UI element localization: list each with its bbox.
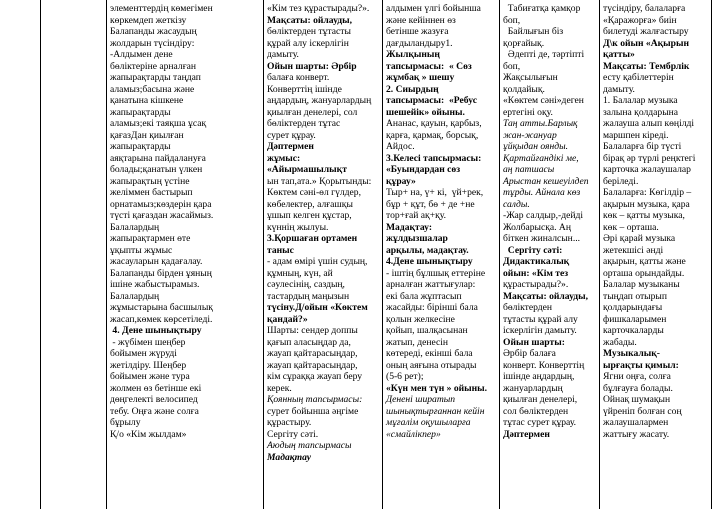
text-line: 3.Қоршаған ортамен <box>267 233 358 244</box>
text-line: жалауша алып көңілді <box>603 118 695 129</box>
text-line: «Буындардан сөз <box>386 164 461 175</box>
text-line: таныс <box>267 244 294 256</box>
text-line: элементтердің көмегімен <box>110 3 213 14</box>
text-line: бойымен жүруді <box>110 348 177 359</box>
text-line: Ананас, қауын, қарбыз, <box>386 118 482 129</box>
text-line: фишкаларымен <box>603 313 667 325</box>
text-line: бөліктеріне арналған <box>110 60 197 72</box>
text-line: Шарты: сендер доппы <box>267 325 358 336</box>
text-line: Жылқының <box>386 49 440 60</box>
text-line: 2. Сиырдың <box>386 83 439 95</box>
text-line: жолмен өз бетінше екі <box>110 382 202 394</box>
text-line: боп, <box>503 14 521 26</box>
text-line: жасап,көмек көрсетіледі. <box>110 313 213 325</box>
text-line: алдымен үлгі бойынша <box>386 3 481 14</box>
text-line: құрастыру. <box>267 417 312 428</box>
text-line: - адам өмірі үшін судың, <box>267 256 368 267</box>
text-line: жасайды: біріншi бала <box>386 302 478 313</box>
text-line: желіммен бастырып <box>110 187 193 198</box>
text-line: көбелектер, алғашқы <box>267 198 353 210</box>
lesson-plan-table <box>40 0 712 509</box>
text-line: дөңгелекті велосипед <box>110 394 198 405</box>
text-line: Балаларға: Көгілдір – <box>603 187 692 198</box>
text-line: біткен жиналсын... <box>503 233 581 244</box>
text-line: және кейіннен өз <box>386 14 456 26</box>
text-line: қанатына кішкене <box>110 95 184 106</box>
text-line: ақырын музыка, қара <box>603 198 690 210</box>
text-line: Әрі қарай музыка <box>603 233 676 244</box>
text-line: екі бала жұптасып <box>386 290 462 302</box>
text-line: күннің жылуы. <box>267 221 329 233</box>
text-line: қиылған денелері, <box>503 394 578 405</box>
text-line: жаттығу жасату. <box>603 428 670 440</box>
text-line: «смайлікпер» <box>386 428 441 440</box>
text-line: салды. <box>503 198 530 210</box>
text-line: сәулесінің, саздың, <box>267 279 345 290</box>
text-line: ырғақты қимыл: <box>603 359 679 371</box>
text-line: жапырақтарды <box>110 106 171 118</box>
text-line: жетекшісі әнді <box>603 244 664 256</box>
text-line: шешейік» ойыны. <box>386 106 465 118</box>
text-line: орнатамыз;көздерін қара <box>110 198 212 210</box>
text-line: жапырақтарды таңдап <box>110 72 201 83</box>
text-line: Арыстан кешеуілдеп <box>503 175 589 187</box>
text-line: залына қолдарына <box>603 106 679 118</box>
text-line: 4. Дене шынықтыру <box>110 325 202 336</box>
text-line: сурет құрау. <box>267 129 316 141</box>
text-line: билетуді жалғастыру <box>603 26 689 37</box>
text-line: дамыту. <box>603 83 635 95</box>
text-line: жануарлардың <box>503 382 563 394</box>
text-line: балаға конверт. <box>267 72 330 83</box>
text-line: арқылы, мадақтау. <box>386 244 469 256</box>
text-line: Әдепті де, тәртіпті <box>503 49 585 60</box>
text-line: «Кім тез құрастырады?». <box>267 3 370 14</box>
text-line: Балалар музыканы <box>603 279 680 290</box>
column-4 <box>500 0 599 509</box>
text-line: қағазДан қиылған <box>110 129 184 141</box>
text-line: қойып, шалқасынан <box>386 325 468 336</box>
text-line: 3.Келесі тапсырмасы: <box>386 152 482 164</box>
text-line: түсіндіру, балаларға <box>603 3 686 14</box>
text-line: бұлғауға болады. <box>603 382 673 394</box>
text-line: бөліктерден тұтасты <box>267 26 351 37</box>
text-line: дамыту. <box>267 49 299 60</box>
text-line: қолдарындағы <box>603 302 663 313</box>
text-line: Тыр+ на, ү+ кі, үй+рек, <box>386 187 484 198</box>
column-3 <box>383 0 499 509</box>
column-1 <box>107 0 263 509</box>
text-line: беріледі. <box>603 175 639 187</box>
text-line: бірақ әр түрлі реңктегі <box>603 152 696 164</box>
text-line: қолын желкесіне <box>386 313 455 325</box>
text-line: жан-жануар <box>503 129 557 141</box>
text-line: құрай алу іскерлігін <box>267 37 349 49</box>
text-line: Мақсаты: ойлауды, <box>267 14 353 26</box>
text-line: Табиғатқа қамқор <box>503 3 581 14</box>
text-line: орташа орындайды. <box>603 267 685 279</box>
text-line: жолдарын түсіндіру: <box>110 37 195 49</box>
text-line: түсті қағаздан жасаймыз. <box>110 210 214 221</box>
text-line: Балапанды бірден ұяның <box>110 267 212 279</box>
text-line: Дәптермен <box>267 141 314 152</box>
text-line: арналған жаттығулар: <box>386 279 476 290</box>
text-line: Әрбір балаға <box>503 348 556 359</box>
text-line: Балаларға бір түсті <box>603 141 682 152</box>
text-line: «Көктем сәні»деген <box>503 95 584 106</box>
text-line: боп, <box>503 60 521 72</box>
text-line: тастардың маңызын <box>267 290 350 302</box>
text-line: ішіне жабыстырамыз. <box>110 279 200 290</box>
text-line: бұрылу <box>110 417 141 428</box>
text-line: жауап қайтарасыңдар, <box>267 359 358 371</box>
text-line: керек. <box>267 382 292 394</box>
text-line: 4.Дене шынықтыру <box>386 256 473 267</box>
text-line: конверт. Конверттің <box>503 359 585 371</box>
text-line: Қ/о «Кім жылдам» <box>110 428 187 440</box>
text-line: маршпен кіреді. <box>603 129 669 141</box>
text-line: қағып аласыңдар да, <box>267 336 351 348</box>
text-line: Таң атты.Барлық <box>503 118 578 129</box>
text-line: қиылған денелері, сол <box>267 106 358 118</box>
text-line: жапырақтармен өте <box>110 233 191 244</box>
text-line: кім сұраққа жауап беру <box>267 371 363 382</box>
text-line: бұр + құт, бө + де +не <box>386 198 475 210</box>
text-line: құрастырады?». <box>503 279 569 290</box>
text-line: Денені ширатып <box>386 394 456 405</box>
text-line: құрау» <box>386 175 416 187</box>
text-line: жапырақтарды <box>110 141 171 152</box>
text-line: жұлдызшалар <box>386 233 448 244</box>
text-line: Көктем сәні-өл гүлдер, <box>267 187 361 198</box>
text-line: тыңдап отырып <box>603 290 668 302</box>
text-line: бойымен және тура <box>110 371 190 382</box>
text-line: аңдардың, жануарлардың <box>267 95 372 106</box>
text-line: «Күн мен түн » ойыны. <box>386 382 488 394</box>
text-line: (5-6 рет); <box>386 371 424 382</box>
text-line: бөліктерден <box>503 302 553 313</box>
text-line: Балалардың <box>110 290 160 302</box>
text-line: тұрды. Айнала көз <box>503 187 581 198</box>
text-line: қорғайық. <box>503 37 545 49</box>
text-line: Конверттің ішінде <box>267 83 342 95</box>
text-line: сол бөліктерден <box>503 405 569 417</box>
text-line: Жақсылығын <box>503 72 558 83</box>
text-line: - жүбімен шеңбер <box>110 336 186 348</box>
text-line: жатып, денесін <box>386 336 449 348</box>
text-line: шынықтырғаннан кейін <box>386 405 485 417</box>
text-line: тебу. Оңға және солға <box>110 405 199 417</box>
text-line: карточкаларды <box>603 325 664 336</box>
text-line: аламыз;екі таяқша ұсақ <box>110 118 207 129</box>
text-line: көркемдеп жеткізу <box>110 14 187 26</box>
text-line: аламыз;басына және <box>110 83 195 95</box>
text-line: оның аяғына отырады <box>386 359 477 371</box>
text-line: Аюдың тапсырмасы <box>267 440 352 451</box>
text-line: Дәптермен <box>503 428 550 440</box>
text-line: қандай?» <box>267 313 308 325</box>
text-line: ұқыпты жұмыс <box>110 244 173 256</box>
text-line: Мақсаты: Тембрлік <box>603 60 690 72</box>
text-line: ертегіні оқу. <box>503 106 553 118</box>
text-line: ұйқыдан оянды. <box>503 141 569 152</box>
text-line: Сергіту сәті. <box>267 428 319 440</box>
text-line: Жолбарысқа. Аң <box>503 221 571 233</box>
text-line: Мадақтау: <box>386 221 433 233</box>
text-line: жалаушалармен <box>603 417 669 428</box>
text-line: тұтасты құрай алу <box>503 313 578 325</box>
column-2 <box>264 0 382 509</box>
text-line: -Алдымен дене <box>110 49 173 60</box>
text-line: қолдайық. <box>503 83 545 95</box>
text-line: Байлығын біз <box>503 26 564 37</box>
text-line: тор+ғай ақ+қу. <box>386 210 447 221</box>
text-line: Балалардың <box>110 221 160 233</box>
text-line: жетілдіру. Шеңбер <box>110 359 187 371</box>
text-line: аң патшасы <box>503 164 555 175</box>
text-line: іскерлігін дамыту. <box>503 325 577 336</box>
text-line: жауап қайтарасыңдар, <box>267 348 358 359</box>
text-line: көк – орташа. <box>603 221 659 233</box>
text-line: Қоянның тапсырмасы: <box>267 394 363 405</box>
empty-column <box>41 0 106 509</box>
text-line: Балапанды жасаудың <box>110 26 197 37</box>
text-line: құмның, күн, ай <box>267 267 333 279</box>
text-line: түсіну.Д/ойын «Көктем <box>267 302 368 313</box>
text-line: Ойын шарты: Әрбір <box>267 60 357 72</box>
text-line: Ойын шарты: <box>503 336 565 348</box>
text-line: Мадақтау <box>267 451 312 463</box>
text-line: аяқтарына пайдалануға <box>110 152 206 164</box>
text-line: -Жар салдыр,-дейді <box>503 210 584 221</box>
text-line: болады;қанатын үлкен <box>110 164 203 175</box>
text-line: карточка жалаушалар <box>603 164 691 175</box>
text-line: - іштің бұлшық еттеріне <box>386 267 486 279</box>
text-line: қатты» <box>603 49 635 60</box>
text-line: ойын: «Кім тез <box>503 267 569 279</box>
text-line: тапсырмасы: «Ребус <box>386 95 477 106</box>
text-line: мұғалім оқушыларға <box>386 417 471 428</box>
text-line: 1. Балалар музыка <box>603 95 678 106</box>
text-line: ақырын, қатты және <box>603 256 686 267</box>
text-line: жапырақтың үстіне <box>110 175 190 187</box>
text-line: Ойнақ шумақын <box>603 394 671 405</box>
text-line: көк – қатты музыка, <box>603 210 685 221</box>
text-line: Қартайғандікі ме, <box>503 152 579 164</box>
text-line: жұмыстарына басшылық <box>110 302 213 313</box>
text-line: Сергіту сәті: <box>503 244 563 256</box>
text-line: Д\к ойын «Ақырын <box>603 37 690 49</box>
text-line: ын тап,ата.» Қорытынды: <box>267 175 372 187</box>
text-line: жабады. <box>603 336 637 348</box>
text-line: Дидактикалық <box>503 256 570 267</box>
text-line: есту қабілеттерін <box>603 72 674 83</box>
text-line: көтереді, екінші бала <box>386 348 473 359</box>
text-line: бөліктерден тұтас <box>267 118 341 129</box>
text-line: ұшып келген құстар, <box>267 210 352 221</box>
text-line: «Қаражорға» биін <box>603 14 677 26</box>
text-line: сурет бойынша әңгіме <box>267 405 359 417</box>
text-line: Мақсаты: ойлауды, <box>503 290 589 302</box>
text-line: Музыкалық- <box>603 348 660 359</box>
text-line: үйреніп болған соң <box>603 405 682 417</box>
text-line: қарға, қармақ, борсық, <box>386 129 479 141</box>
column-5 <box>600 0 711 509</box>
text-line: тапсырмасы: « Сөз <box>386 60 472 72</box>
text-line: жұмыс: «Айырмашылықт <box>267 152 347 175</box>
text-line: ішінде аңдардың, <box>503 371 575 382</box>
text-line: жасауларын қадағалау. <box>110 256 203 267</box>
text-line: бетінше жазуға <box>386 26 449 37</box>
text-line: дағдыландыру1. <box>386 37 453 49</box>
text-line: жұмбақ » шешу <box>386 72 455 83</box>
text-line: тұтас сурет құрау. <box>503 417 577 428</box>
text-line: Айдос. <box>386 141 415 152</box>
text-line: Ягни оңға, солға <box>603 371 671 382</box>
